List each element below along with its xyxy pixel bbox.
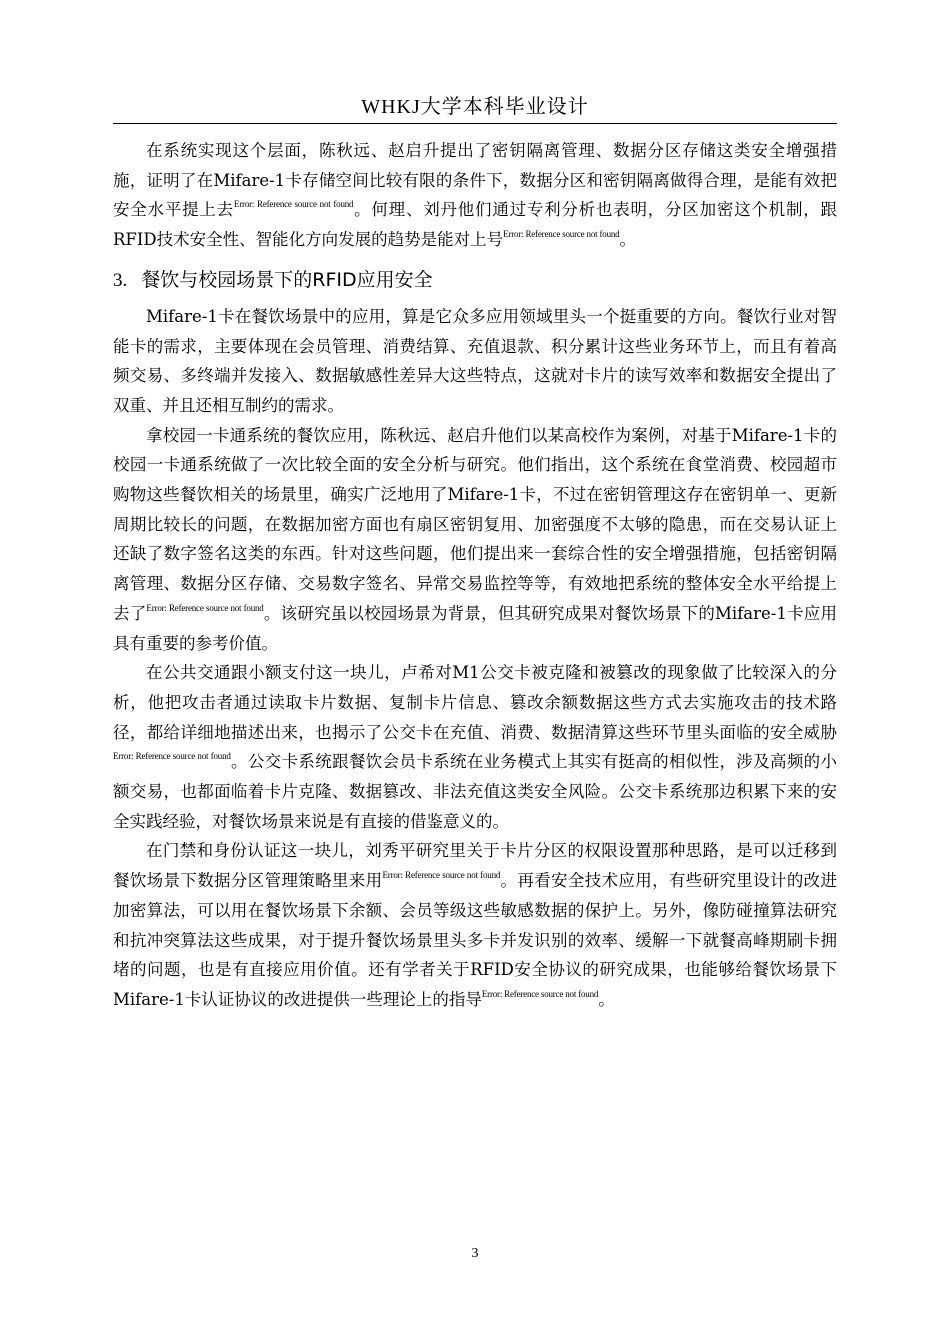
section-number: 3.	[113, 269, 128, 291]
paragraph: Mifare-1卡在餐饮场景中的应用，算是它众多应用领域里头一个挺重要的方向。餐饮行业对智能卡的需求，主要体现在会员管理、消费结算、充值退款、积分累计这些业务环节上，而且有着高频交易、多终端并发接入、数据敏感性差异大这些特点，这就对卡片的读写效率和数据安全提出了双重、并且还相互制约的需求。	[113, 306, 837, 415]
page-body	[113, 136, 837, 1015]
paragraph: 拿校园一卡通系统的餐饮应用，陈秋远、赵启升他们以某高校作为案例，对基于Mifare-1卡的校园一卡通系统做了一次比较全面的安全分析与研究。他们指出，这个系统在食堂消费、校园超市购物这些餐饮相关的场景里，确实广泛地用了Mifare-1卡，不过在密钥管理这存在密钥单一、更新周期比较长的问题，在数据加密方面也有扇区密钥复用、加密强度不太够的隐患，而在交易认证上还缺了数字签名这类的东西。针对这些问题，他们提出来一套综合性的安全增强措施，包括密钥隔离管理、数据分区存储、交易数字签名、异常交易监控等等，有效地把系统的整体安全水平给提上去了$^{Error: Reference source not found}$。该研究虽以校园场景为背景，但其研究成果对餐饮场景下的Mifare-1卡应用具有重要的参考价值。	[113, 425, 837, 653]
reference-error: Error: Reference source not found	[233, 199, 354, 210]
reference-error: Error: Reference source not found	[113, 751, 231, 762]
section-title: 餐饮与校园场景下的RFID应用安全	[141, 268, 433, 291]
header-rule	[113, 123, 837, 124]
paragraph: 在公共交通跟小额支付这一块儿，卢希对M1公交卡被克隆和被篡改的现象做了比较深入的分析，他把攻击者通过读取卡片数据、复制卡片信息、篡改余额数据这些方式去实施攻击的技术路径，都给详细地描述出来，也揭示了公交卡在充值、消费、数据清算这些环节里头面临的安全威胁$^{Error: Reference source not found}$。公交卡系统跟餐饮会员卡系统在业务模式上其实有挺高的相似性，涉及高频的小额交易，也都面临着卡片克隆、数据篡改、非法充值这类安全风险。公交卡系统那边积累下来的安全实践经验，对餐饮场景来说是有直接的借鉴意义的。	[113, 663, 837, 831]
page-header: WHKJ大学本科毕业设计	[361, 96, 589, 118]
section-heading	[113, 262, 837, 299]
reference-error: Error: Reference source not found	[382, 870, 501, 881]
reference-error: Error: Reference source not found	[481, 988, 599, 999]
paragraph: 在系统实现这个层面，陈秋远、赵启升提出了密钥隔离管理、数据分区存储这类安全增强措施，证明了在Mifare-1卡存储空间比较有限的条件下，数据分区和密钥隔离做得合理，是能有效把安全水平提上去$^{Error: Reference source not found}$。何理、刘丹他们通过专利分析也表明，分区加密这个机制，跟RFID技术安全性、智能化方向发展的趋势是能对上号$^{Error: Reference source not found}$。	[113, 141, 837, 250]
reference-error: Error: Reference source not found	[146, 602, 264, 613]
page-number: 3	[471, 1246, 479, 1261]
reference-error: Error: Reference source not found	[503, 229, 620, 240]
paragraph: 在门禁和身份认证这一块儿，刘秀平研究里关于卡片分区的权限设置那种思路，是可以迁移到餐饮场景下数据分区管理策略里来用$^{Error: Reference source not found}$。再看安全技术应用，有些研究里设计的改进加密算法，可以用在餐饮场景下余额、会员等级这些敏感数据的保护上。另外，像防碰撞算法研究和抗冲突算法这些成果，对于提升餐饮场景里头多卡并发识别的效率、缓解一下就餐高峰期刷卡拥堵的问题，也是有直接应用价值。还有学者关于RFID安全协议的研究成果，也能够给餐饮场景下Mifare-1卡认证协议的改进提供一些理论上的指导$^{Error: Reference source not found}$。	[113, 841, 838, 1009]
